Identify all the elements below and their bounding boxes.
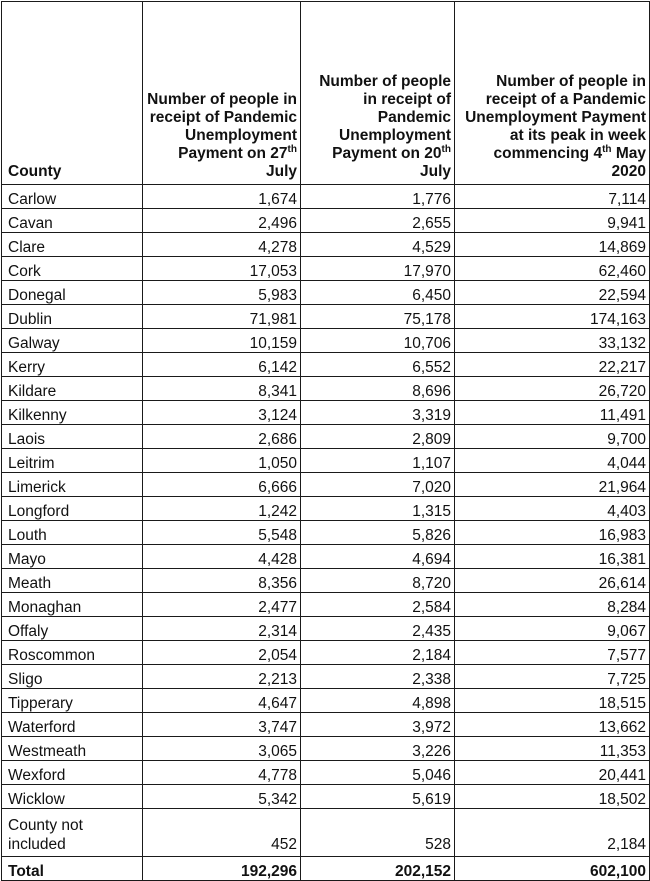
cell-jul27: 71,981 [143, 305, 301, 329]
table-row [2, 377, 650, 401]
table-row [2, 713, 650, 737]
cell-county: Waterford [2, 713, 143, 737]
cell-county: Roscommon [2, 641, 143, 665]
table-row [2, 761, 650, 785]
table-row [2, 281, 650, 305]
cell-jul27: 2,314 [143, 617, 301, 641]
cell-peak: 7,114 [455, 185, 650, 209]
header-county: County [2, 2, 143, 185]
table-row [2, 497, 650, 521]
table-row [2, 329, 650, 353]
cell-peak: 18,515 [455, 689, 650, 713]
cell-jul27: 3,747 [143, 713, 301, 737]
cell-peak: 13,662 [455, 713, 650, 737]
cell-jul27: 1,050 [143, 449, 301, 473]
cell-jul20: 2,338 [301, 665, 455, 689]
cell-jul20: 10,706 [301, 329, 455, 353]
cell-peak: 8,284 [455, 593, 650, 617]
cell-jul27: 10,159 [143, 329, 301, 353]
cell-jul20: 1,107 [301, 449, 455, 473]
cell-jul27: 1,242 [143, 497, 301, 521]
cell-jul27: 2,686 [143, 425, 301, 449]
cell-peak: 20,441 [455, 761, 650, 785]
cell-peak: 33,132 [455, 329, 650, 353]
cell-county: Leitrim [2, 449, 143, 473]
cell-county: Cork [2, 257, 143, 281]
cell-jul27: 2,496 [143, 209, 301, 233]
cell-peak: 7,725 [455, 665, 650, 689]
cell-jul20: 2,809 [301, 425, 455, 449]
cell-peak: 4,403 [455, 497, 650, 521]
cell-jul27: 4,278 [143, 233, 301, 257]
table-row [2, 401, 650, 425]
header-jul20: Number of people in receipt of Pandemic Unemployment Payment on 20th July [301, 2, 455, 185]
cell-jul20: 4,898 [301, 689, 455, 713]
cell-jul27: 192,296 [143, 857, 301, 881]
cell-county: Tipperary [2, 689, 143, 713]
cell-jul27: 8,356 [143, 569, 301, 593]
cell-jul20: 5,619 [301, 785, 455, 809]
cell-peak: 4,044 [455, 449, 650, 473]
cell-county: County not included [2, 809, 143, 857]
cell-county: Total [2, 857, 143, 881]
cell-jul27: 452 [143, 809, 301, 857]
cell-county: Monaghan [2, 593, 143, 617]
cell-peak: 21,964 [455, 473, 650, 497]
cell-peak: 16,983 [455, 521, 650, 545]
table-row-total [2, 857, 650, 881]
cell-jul27: 5,983 [143, 281, 301, 305]
cell-jul20: 6,552 [301, 353, 455, 377]
cell-peak: 22,594 [455, 281, 650, 305]
cell-jul20: 5,046 [301, 761, 455, 785]
table-row [2, 425, 650, 449]
cell-jul27: 2,213 [143, 665, 301, 689]
table-row [2, 545, 650, 569]
table-row [2, 665, 650, 689]
cell-jul20: 7,020 [301, 473, 455, 497]
cell-county: Cavan [2, 209, 143, 233]
cell-jul27: 3,124 [143, 401, 301, 425]
cell-peak: 9,700 [455, 425, 650, 449]
cell-county: Longford [2, 497, 143, 521]
cell-county: Kerry [2, 353, 143, 377]
cell-county: Wexford [2, 761, 143, 785]
cell-jul27: 1,674 [143, 185, 301, 209]
cell-peak: 174,163 [455, 305, 650, 329]
cell-jul27: 4,647 [143, 689, 301, 713]
header-row [2, 2, 650, 185]
cell-jul20: 8,696 [301, 377, 455, 401]
cell-county: Galway [2, 329, 143, 353]
table-row [2, 233, 650, 257]
header-peak: Number of people in receipt of a Pandemic Unemployment Payment at its peak in week commencing 4th May 2020 [455, 2, 650, 185]
cell-peak: 7,577 [455, 641, 650, 665]
cell-peak: 62,460 [455, 257, 650, 281]
table-row [2, 185, 650, 209]
cell-jul27: 8,341 [143, 377, 301, 401]
cell-peak: 26,614 [455, 569, 650, 593]
cell-jul27: 6,142 [143, 353, 301, 377]
cell-county: Donegal [2, 281, 143, 305]
county-pup-table [1, 1, 650, 881]
cell-jul27: 6,666 [143, 473, 301, 497]
cell-jul20: 3,972 [301, 713, 455, 737]
table-body [2, 185, 650, 809]
cell-jul20: 5,826 [301, 521, 455, 545]
cell-peak: 26,720 [455, 377, 650, 401]
cell-jul20: 528 [301, 809, 455, 857]
cell-peak: 22,217 [455, 353, 650, 377]
cell-county: Louth [2, 521, 143, 545]
cell-peak: 9,067 [455, 617, 650, 641]
cell-jul20: 2,435 [301, 617, 455, 641]
cell-county: Clare [2, 233, 143, 257]
table-row [2, 689, 650, 713]
cell-peak: 2,184 [455, 809, 650, 857]
cell-county: Meath [2, 569, 143, 593]
cell-jul20: 1,776 [301, 185, 455, 209]
cell-jul27: 2,054 [143, 641, 301, 665]
cell-jul20: 3,226 [301, 737, 455, 761]
table-row [2, 737, 650, 761]
header-jul27: Number of people in receipt of Pandemic Unemployment Payment on 27th July [143, 2, 301, 185]
cell-jul27: 5,548 [143, 521, 301, 545]
cell-jul20: 2,184 [301, 641, 455, 665]
cell-peak: 18,502 [455, 785, 650, 809]
cell-jul20: 2,655 [301, 209, 455, 233]
table-row [2, 593, 650, 617]
table-row [2, 521, 650, 545]
cell-jul27: 5,342 [143, 785, 301, 809]
cell-jul27: 17,053 [143, 257, 301, 281]
table-row [2, 473, 650, 497]
cell-county: Wicklow [2, 785, 143, 809]
cell-jul27: 2,477 [143, 593, 301, 617]
cell-county: Carlow [2, 185, 143, 209]
cell-jul27: 4,778 [143, 761, 301, 785]
table-row [2, 617, 650, 641]
cell-county: Mayo [2, 545, 143, 569]
cell-peak: 11,353 [455, 737, 650, 761]
cell-peak: 9,941 [455, 209, 650, 233]
cell-jul20: 202,152 [301, 857, 455, 881]
cell-jul20: 8,720 [301, 569, 455, 593]
cell-peak: 11,491 [455, 401, 650, 425]
table-row [2, 257, 650, 281]
cell-county: Offaly [2, 617, 143, 641]
cell-county: Dublin [2, 305, 143, 329]
county-pup-table-container [1, 1, 649, 881]
cell-county: Laois [2, 425, 143, 449]
table-row-county-not-included [2, 809, 650, 857]
cell-jul20: 1,315 [301, 497, 455, 521]
table-row [2, 305, 650, 329]
cell-jul20: 6,450 [301, 281, 455, 305]
table-row [2, 209, 650, 233]
cell-county: Limerick [2, 473, 143, 497]
cell-jul20: 75,178 [301, 305, 455, 329]
table-row [2, 641, 650, 665]
table-row [2, 569, 650, 593]
cell-jul27: 3,065 [143, 737, 301, 761]
table-row [2, 785, 650, 809]
table-row [2, 353, 650, 377]
cell-county: Kilkenny [2, 401, 143, 425]
table-row [2, 449, 650, 473]
cell-peak: 16,381 [455, 545, 650, 569]
cell-peak: 14,869 [455, 233, 650, 257]
cell-jul20: 4,529 [301, 233, 455, 257]
cell-county: Westmeath [2, 737, 143, 761]
cell-peak: 602,100 [455, 857, 650, 881]
cell-jul20: 17,970 [301, 257, 455, 281]
cell-county: Kildare [2, 377, 143, 401]
cell-jul20: 3,319 [301, 401, 455, 425]
cell-jul27: 4,428 [143, 545, 301, 569]
cell-jul20: 2,584 [301, 593, 455, 617]
cell-jul20: 4,694 [301, 545, 455, 569]
cell-county: Sligo [2, 665, 143, 689]
